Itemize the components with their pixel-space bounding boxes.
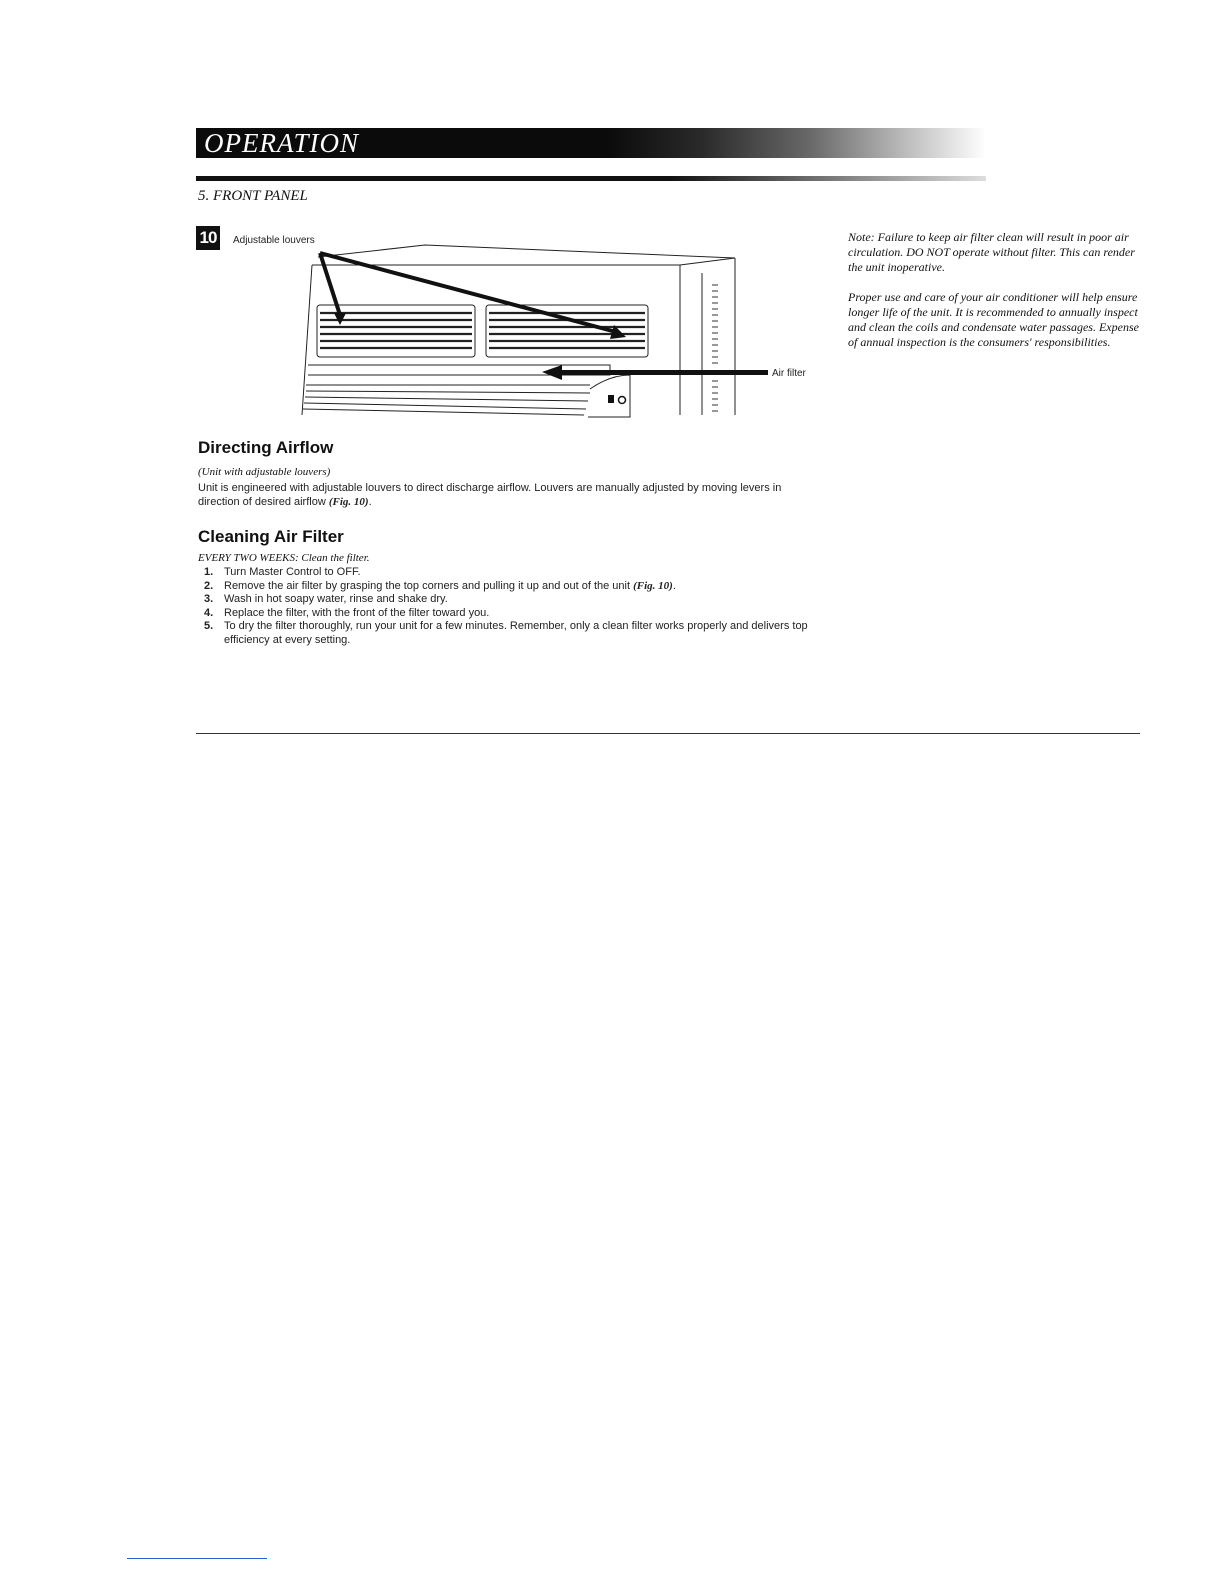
control-button xyxy=(608,395,614,403)
step-text: Turn Master Control to OFF. xyxy=(224,566,361,578)
cleaning-air-filter-heading: Cleaning Air Filter xyxy=(198,527,344,546)
header-banner xyxy=(196,128,986,158)
step-text: Wash in hot soapy water, rinse and shake dry. xyxy=(224,593,448,605)
step-number: 4. xyxy=(204,606,214,619)
figure-reference: (Fig. 10) xyxy=(328,496,369,508)
side-vents xyxy=(712,285,718,411)
step-text: To dry the filter thoroughly, run your unit for a few minutes. Remember, only a clean filter works properly and delivers top efficiency at every setting. xyxy=(224,620,808,646)
step-number: 2. xyxy=(204,579,214,592)
air-conditioner-illustration xyxy=(190,225,770,420)
step-number: 1. xyxy=(204,566,214,578)
cleaning-step xyxy=(204,566,824,580)
figure-reference: (Fig. 10) xyxy=(633,579,673,592)
footnote-rule xyxy=(127,1558,267,1559)
cleaning-step xyxy=(204,607,824,621)
cleaning-step xyxy=(204,593,824,607)
directing-airflow-body xyxy=(198,481,818,509)
control-knob xyxy=(619,397,626,404)
label-air-filter: Air filter xyxy=(772,368,806,379)
lower-grille xyxy=(303,385,590,415)
banner-title: OPERATION xyxy=(204,128,359,158)
banner-rule xyxy=(196,176,986,181)
directing-airflow-heading: Directing Airflow xyxy=(198,438,334,457)
care-note: Proper use and care of your air conditioner will help ensure longer life of the unit. It is recommended to annually inspect and clean the coils and condensate water passages. Expense of annual inspection is the consumers' responsibilities. xyxy=(848,290,1139,349)
cleaning-step xyxy=(204,580,824,594)
filter-callout-arrow xyxy=(542,365,768,380)
step-text: Remove the air filter by grasping the top corners and pulling it up and out of the unit xyxy=(224,579,631,592)
filter-warning-note: Note: Failure to keep air filter clean will result in poor air circulation. DO NOT operate without filter. This can render the unit inoperative. xyxy=(848,230,1135,274)
sentence-end: . xyxy=(368,496,372,508)
figure-number-badge: 10 xyxy=(196,226,220,250)
step-text: Replace the filter, with the front of the filter toward you. xyxy=(224,606,490,619)
section-title: 5. FRONT PANEL xyxy=(198,188,308,204)
unit-top-edge xyxy=(318,245,735,258)
cleaning-steps-list xyxy=(204,566,824,647)
cleaning-air-filter-subheading: EVERY TWO WEEKS: Clean the filter. xyxy=(198,552,370,564)
step-number: 3. xyxy=(204,593,214,605)
directing-airflow-subheading: (Unit with adjustable louvers) xyxy=(198,466,331,478)
sentence-end: . xyxy=(672,579,676,592)
directing-airflow-text: Unit is engineered with adjustable louvers to direct discharge airflow. Louvers are manually adjusted by moving levers in direction of desired airflow xyxy=(198,482,782,508)
unit-left-edge xyxy=(302,265,312,415)
step-number: 5. xyxy=(204,620,214,632)
label-adjustable-louvers: Adjustable louvers xyxy=(233,235,315,246)
cleaning-step xyxy=(204,620,824,647)
bottom-divider xyxy=(196,733,1140,734)
